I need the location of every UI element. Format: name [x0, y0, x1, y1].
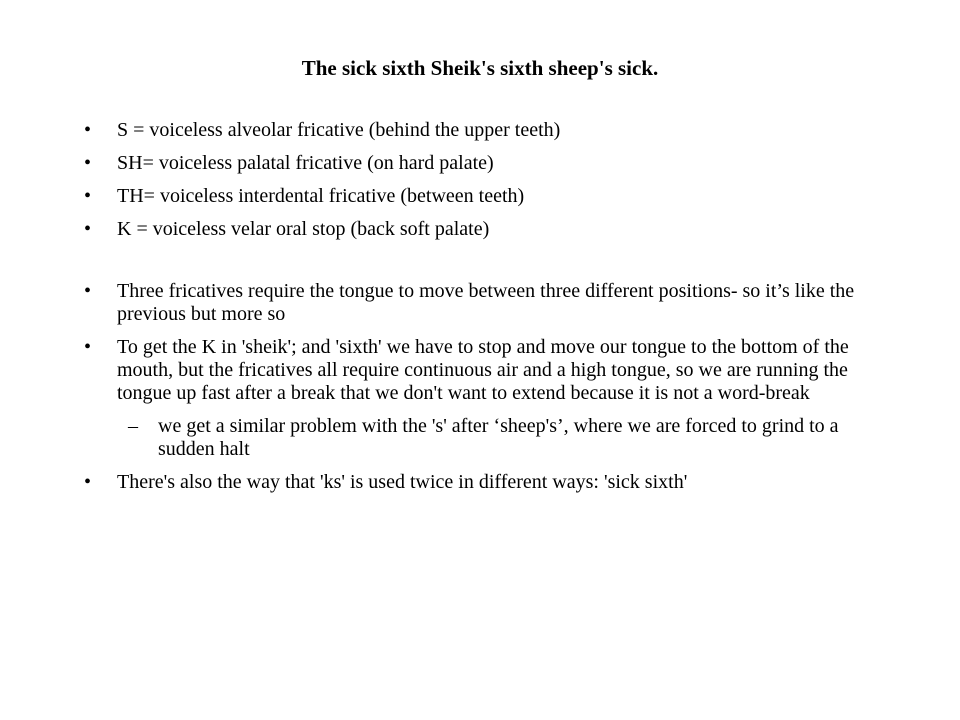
bullet-item — [0, 185, 960, 208]
bullet-text: TH= voiceless interdental fricative (between teeth) — [117, 185, 525, 207]
bullet-item — [0, 280, 960, 326]
bullet-marker: • — [84, 152, 92, 174]
slide-title: The sick sixth Sheik's sixth sheep's sick. — [301, 56, 659, 80]
bullet-text: S = voiceless alveolar fricative (behind the upper teeth) — [117, 119, 561, 141]
bullet-marker: • — [84, 280, 92, 302]
bullet-item — [0, 471, 960, 494]
bullet-list — [0, 119, 960, 494]
bullet-item — [0, 119, 960, 142]
bullet-text: K = voiceless velar oral stop (back soft palate) — [117, 218, 490, 240]
bullet-marker: • — [84, 185, 92, 207]
bullet-item — [0, 336, 960, 405]
bullet-text: SH= voiceless palatal fricative (on hard palate) — [117, 152, 494, 174]
bullet-text: There's also the way that 'ks' is used twice in different ways: 'sick sixth' — [117, 471, 688, 493]
bullet-text: To get the K in 'sheik'; and 'sixth' we have to stop and move our tongue to the bottom of the mouth, but the fricatives all require continuous air and a high tongue, so we are running the tongue up fast after a break that we don't want to extend because it is not a word-break — [117, 336, 849, 404]
bullet-marker: • — [84, 119, 92, 141]
sub-bullet-text: we get a similar problem with the 's' after ‘sheep's’, where we are forced to grind to a sudden halt — [158, 415, 839, 460]
bullet-marker: • — [84, 336, 92, 358]
bullet-item — [0, 152, 960, 175]
bullet-marker: • — [84, 218, 92, 240]
sub-bullet-item — [0, 415, 960, 461]
sub-bullet-marker: – — [128, 415, 138, 437]
bullet-marker: • — [84, 471, 92, 493]
bullet-text: Three fricatives require the tongue to move between three different positions- so it’s like the previous but more so — [117, 280, 855, 325]
bullet-item — [0, 218, 960, 241]
